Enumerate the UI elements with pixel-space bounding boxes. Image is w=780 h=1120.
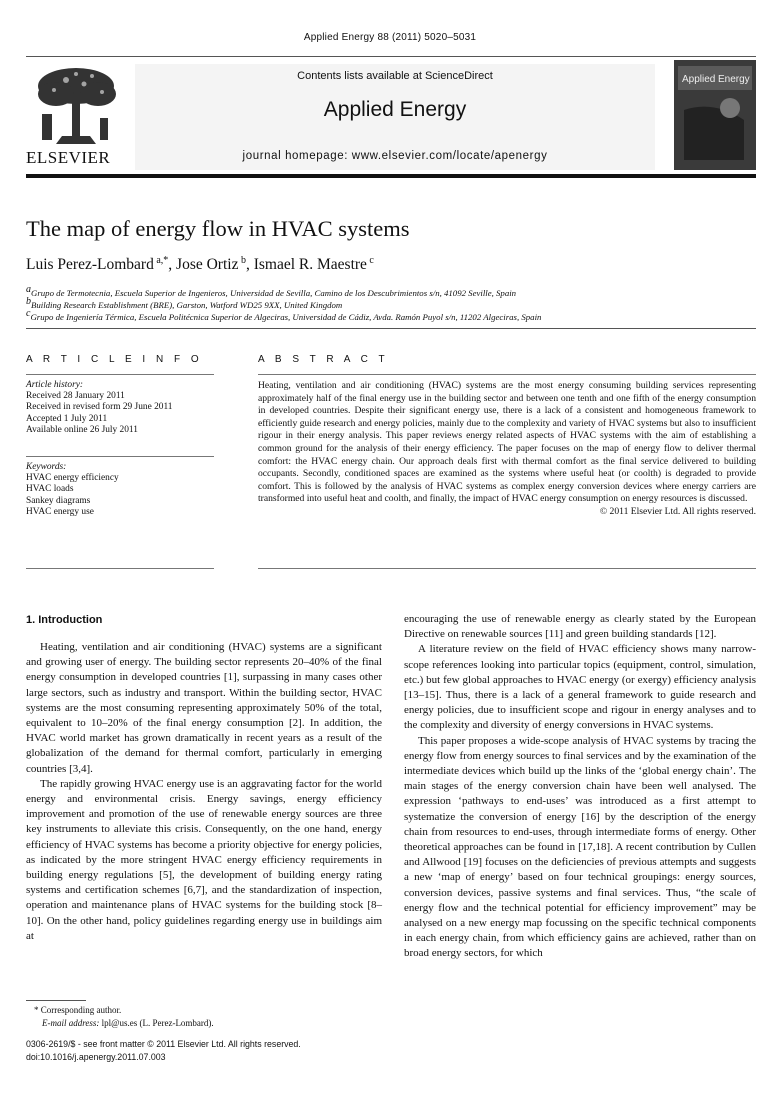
history-entry: Received in revised form 29 June 2011 <box>26 402 173 413</box>
issn-line: 0306-2619/$ - see front matter © 2011 Elsevier Ltd. All rights reserved. <box>26 1039 301 1049</box>
email-address[interactable]: lpl@us.es (L. Perez-Lombard). <box>101 1017 214 1028</box>
affiliation-mark: b <box>26 296 31 307</box>
author-affiliation-mark[interactable]: b <box>240 255 246 266</box>
history-entry: Received 28 January 2011 <box>26 391 125 402</box>
affiliation-text: Grupo de Ingeniería Térmica, Escuela Politécnica Superior de Algeciras, Universidad de Cádiz, Avda. Ramón Puyol s/n, 11202 Algeciras, Spain <box>30 311 542 322</box>
affiliation-text: Building Research Establishment (BRE), Garston, Watford WD25 9XX, United Kingdom <box>31 299 343 310</box>
front-matter <box>26 1038 301 1063</box>
footnote-rule <box>26 1000 86 1001</box>
keyword: HVAC loads <box>26 484 74 495</box>
corresponding-author-note: * Corresponding author. <box>34 1005 122 1015</box>
abstract-body <box>258 380 756 519</box>
body-paragraph: A literature review on the field of HVAC efficiency shows many narrow-scope references looking into particular topics (equipment, control, simulation, etc.) but few global approaches to HVAC energy (or exergy) efficiency analysis [13–15]. Thus, there is a lack of a general framework to guide research and energy policies, due to insufficient scope and rigour in energy analyses and to the complexity and diversity of energy conversions in HVAC systems. <box>404 643 756 732</box>
header-thick-rule <box>26 174 756 178</box>
history-label: Article history: <box>26 380 84 390</box>
footnote <box>34 1004 214 1029</box>
keyword: Sankey diagrams <box>26 495 91 506</box>
author-name[interactable]: Luis Perez-Lombard <box>26 256 154 274</box>
body-column-left <box>26 640 382 944</box>
author-list: Luis Perez-Lombard $^{a,*}$, Jose Ortiz $^b$, Ismael R. Maestre $^c$ <box>26 255 374 274</box>
affiliation-mark: a <box>26 284 31 295</box>
journal-homepage[interactable]: journal homepage: www.elsevier.com/locate/apenergy <box>242 150 548 162</box>
article-info-heading: A R T I C L E I N F O <box>26 354 203 365</box>
section-rule <box>26 328 756 329</box>
elsevier-tree-logo-icon <box>26 64 126 158</box>
section-rule <box>258 568 756 569</box>
keywords <box>26 462 214 518</box>
section-rule <box>26 374 214 375</box>
journal-reference: Applied Energy 88 (2011) 5020–5031 <box>303 32 477 43</box>
contents-availability: Contents lists available at ScienceDirect <box>297 70 493 82</box>
body-paragraph: The rapidly growing HVAC energy use is an aggravating factor for the world energy and environmental crisis. Energy savings, energy efficiency improvement and promotion of the use of renewable energy sources are three key instruments to alleviate this crisis. Consequently, on the one hand, energy efficiency of HVAC systems has become a priority objective for energy policies, as indicated by the more stringent HVAC energy efficiency requirements in building energy regulations [5], the development of building energy rating systems and certification schemes [6,7], and the standardization of inspection, operation and maintenance plans of HVAC systems for the building stock [8–10]. On the other hand, policy guidelines regarding energy use in buildings aim at <box>26 777 382 942</box>
body-column-right <box>404 612 756 962</box>
abstract-paragraph: Heating, ventilation and air conditioning (HVAC) systems are the most energy consuming building services representing approximately half of the final energy use in the building sector and between one tenth and one fifth of the energy consumption in developed countries. Despite their significant energy use, there is a lack of a consistent and homogeneous framework to efficiently guide research and energy policies, mainly due to the complexity and variety of HVAC systems but also to insufficient rigour in their energy analysis. This paper reviews energy related aspects of HVAC systems with the aim of establishing a common ground for the analysis of their energy efficiency. The paper focuses on the map of energy flow to deliver thermal comfort: the HVAC energy chain. Our approach deals first with thermal comfort as the final service delivered to building occupants. Secondly, conditioned spaces are examined as the systems where useful heat (or coolth) is degraded to provide comfort. This is followed by the analysis of HVAC systems as complex energy conversion devices where energy carriers are transformed into useful heat and coolth, and finally, the impact of HVAC energy consumption on energy resources is discussed. <box>258 380 756 505</box>
keyword: HVAC energy efficiency <box>26 473 119 484</box>
keyword: HVAC energy use <box>26 506 94 517</box>
header-top-rule <box>26 56 756 57</box>
body-paragraph: Heating, ventilation and air conditioning (HVAC) systems are a significant and growing user of energy. The building sector represents 20–40% of the final energy consumption in developed countries [1], surpassing in many cases other large sectors, such as industry and transport. Within the building sector, HVAC systems are the most consuming representing approximately 50% of the total, equivalent to 10–20% of the final energy consumption [2]. In addition, the HVAC world market has grown dramatically in recent years as a result of the globalization of the demand for thermal comfort, particularly in emerging countries [3,4]. <box>26 641 382 775</box>
publisher-name: ELSEVIER <box>26 148 111 167</box>
history-entry: Available online 26 July 2011 <box>26 424 138 435</box>
cover-title-applied: Applied <box>682 74 716 85</box>
article-title: The map of energy flow in HVAC systems <box>26 216 410 241</box>
author-name[interactable]: Jose Ortiz <box>176 256 239 274</box>
author-name[interactable]: Ismael R. Maestre <box>253 256 367 274</box>
section-rule <box>26 568 214 569</box>
body-paragraph: This paper proposes a wide-scope analysis of HVAC systems by tracing the energy flow from energy sources to final services and by the examination of the intermediate devices which build up the links of the ‘global energy chain’. The main stages of the energy conversion chain have been well analysed. The expression ‘pathways to end-uses’ was introduced as a first attempt to systematize the conversion of energy [16] by the description of the energy chain from resources to end-uses, through intermediate forms of energy. Other theoretical approaches can be found in [17,18]. A recent contribution by Cullen and Allwood [19] focuses on the deficiencies of previous attempts and suggests a new ‘map of energy’ based on four technical groupings: energy sources, conversion devices, passive systems and final services. Thus, “the scale of energy flow and the technical potential for efficiency improvement” may be analysed on a new energy map focussing on the specific technical components in each energy chain, from which efficiency gains are achieved, rather than on broad energy sectors, for which <box>404 734 756 960</box>
abstract-copyright: © 2011 Elsevier Ltd. All rights reserved. <box>599 505 756 517</box>
author-affiliation-mark[interactable]: a,* <box>156 255 169 266</box>
section-rule <box>26 456 214 457</box>
doi-link[interactable]: doi:10.1016/j.apenergy.2011.07.003 <box>26 1051 166 1062</box>
journal-cover-thumbnail <box>674 60 756 170</box>
affiliation-mark: c <box>26 308 31 319</box>
cover-title-energy: Energy <box>718 74 750 85</box>
affiliation <box>26 308 541 322</box>
author-affiliation-mark[interactable]: c <box>369 255 374 266</box>
article-history <box>26 380 214 436</box>
section-rule <box>258 374 756 375</box>
abstract-heading: A B S T R A C T <box>258 354 389 365</box>
journal-title: Applied Energy <box>323 98 467 121</box>
section-heading: 1. Introduction <box>26 614 103 626</box>
keywords-label: Keywords: <box>26 462 67 472</box>
history-entry: Accepted 1 July 2011 <box>26 413 108 424</box>
body-paragraph: encouraging the use of renewable energy as clearly stated by the European Directive on renewable sources [11] and green building standards [12]. <box>404 613 756 641</box>
email-label: E-mail address: <box>42 1017 100 1028</box>
affiliation-text: Grupo de Termotecnia, Escuela Superior de Ingenieros, Universidad de Sevilla, Camino de los Descubrimientos s/n, 41092 Seville, Spain <box>31 287 517 298</box>
